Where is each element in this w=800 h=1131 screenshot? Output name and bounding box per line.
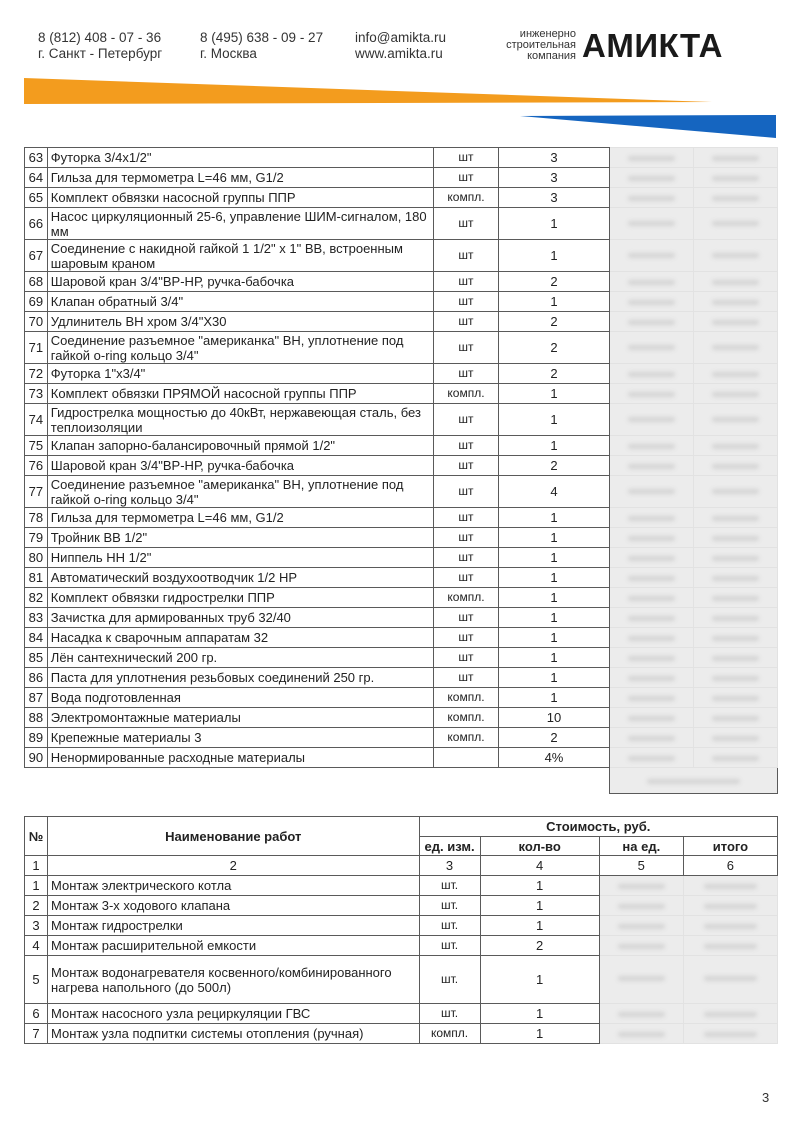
total-redacted [693, 588, 777, 608]
item-name: Зачистка для армированных труб 32/40 [47, 608, 433, 628]
item-name: Электромонтажные материалы [47, 708, 433, 728]
table-row [25, 1004, 778, 1024]
item-unit: шт [433, 508, 498, 528]
item-unit: шт [433, 332, 498, 364]
work-unit: шт. [419, 956, 480, 1004]
total-redacted [683, 876, 777, 896]
item-qty: 2 [499, 312, 610, 332]
item-unit: шт [433, 456, 498, 476]
item-qty: 1 [499, 668, 610, 688]
table-row [25, 148, 778, 168]
row-number: 76 [25, 456, 48, 476]
price-redacted [609, 436, 693, 456]
item-unit: шт [433, 404, 498, 436]
phone-spb: 8 (812) 408 - 07 - 36 [38, 30, 162, 45]
row-number: 63 [25, 148, 48, 168]
table-row [25, 568, 778, 588]
item-name: Соединение разъемное "американка" ВН, уплотнение под гайкой o-ring кольцо 3/4" [47, 332, 433, 364]
table-row [25, 648, 778, 668]
item-name: Соединение с накидной гайкой 1 1/2" х 1" ВВ, встроенным шаровым краном [47, 240, 433, 272]
total-redacted [693, 292, 777, 312]
table-row [25, 476, 778, 508]
item-qty: 2 [499, 456, 610, 476]
table-row [25, 548, 778, 568]
price-redacted [609, 404, 693, 436]
item-unit [433, 748, 498, 768]
total-redacted [683, 936, 777, 956]
city-spb: г. Санкт - Петербург [38, 46, 163, 61]
price-redacted [609, 208, 693, 240]
price-redacted [609, 312, 693, 332]
price-redacted [609, 748, 693, 768]
row-number: 86 [25, 668, 48, 688]
row-number: 82 [25, 588, 48, 608]
blue-band [520, 115, 776, 138]
total-redacted [693, 364, 777, 384]
column-numbers-row [25, 856, 778, 876]
work-qty: 1 [480, 916, 599, 936]
item-qty: 1 [499, 648, 610, 668]
total-redacted [683, 1024, 777, 1044]
table-row [25, 608, 778, 628]
total-redacted [683, 916, 777, 936]
col-number: 5 [599, 856, 683, 876]
work-name: Монтаж насосного узла рециркуляции ГВС [48, 1004, 419, 1024]
work-qty: 1 [480, 1004, 599, 1024]
work-qty: 1 [480, 896, 599, 916]
item-qty: 1 [499, 608, 610, 628]
table-row [25, 292, 778, 312]
item-name: Тройник ВВ 1/2" [47, 528, 433, 548]
item-unit: шт [433, 548, 498, 568]
row-number: 80 [25, 548, 48, 568]
item-name: Гидрострелка мощностью до 40кВт, нержавеющая сталь, без теплоизоляции [47, 404, 433, 436]
item-name: Гильза для термометра L=46 мм, G1/2 [47, 168, 433, 188]
orange-band [24, 78, 712, 104]
col-number: 6 [683, 856, 777, 876]
city-msk: г. Москва [200, 46, 257, 61]
item-qty: 2 [499, 364, 610, 384]
row-number: 64 [25, 168, 48, 188]
price-redacted [609, 608, 693, 628]
table-row [25, 748, 778, 768]
total-redacted [693, 708, 777, 728]
work-name: Монтаж 3-х ходового клапана [48, 896, 419, 916]
total-redacted [693, 728, 777, 748]
total-redacted [693, 476, 777, 508]
table-row [25, 956, 778, 1004]
table-row [25, 668, 778, 688]
total-redacted [693, 208, 777, 240]
item-name: Шаровой кран 3/4"ВР-НР, ручка-бабочка [47, 456, 433, 476]
price-redacted [609, 628, 693, 648]
item-unit: шт [433, 364, 498, 384]
total-redacted [693, 528, 777, 548]
logo-subtitle: инженерно строительная компания [506, 28, 576, 62]
price-redacted [609, 188, 693, 208]
sum-redacted [609, 768, 777, 794]
item-qty: 1 [499, 548, 610, 568]
item-name: Насос циркуляционный 25-6, управление ШИМ-сигналом, 180 мм [47, 208, 433, 240]
item-name: Футорка 1"х3/4" [47, 364, 433, 384]
price-redacted [609, 588, 693, 608]
price-redacted [609, 648, 693, 668]
sum-spacer [25, 768, 610, 794]
price-redacted [599, 1024, 683, 1044]
item-qty: 3 [499, 188, 610, 208]
row-number: 7 [25, 1024, 48, 1044]
item-unit: шт [433, 272, 498, 292]
item-qty: 1 [499, 528, 610, 548]
col-header-price: на ед. [599, 837, 683, 856]
work-unit: шт. [419, 896, 480, 916]
item-name: Клапан запорно-балансировочный прямой 1/2" [47, 436, 433, 456]
total-redacted [693, 436, 777, 456]
item-unit: шт [433, 568, 498, 588]
col-number: 2 [48, 856, 419, 876]
price-redacted [609, 668, 693, 688]
work-unit: шт. [419, 1004, 480, 1024]
price-redacted [609, 292, 693, 312]
work-qty: 2 [480, 936, 599, 956]
price-redacted [609, 688, 693, 708]
total-redacted [693, 668, 777, 688]
item-qty: 4 [499, 476, 610, 508]
row-number: 6 [25, 1004, 48, 1024]
row-number: 75 [25, 436, 48, 456]
item-qty: 2 [499, 332, 610, 364]
work-name: Монтаж водонагревателя косвенного/комбинированного нагрева напольного (до 500л) [48, 956, 419, 1004]
total-redacted [693, 608, 777, 628]
col-header-total: итого [683, 837, 777, 856]
row-number: 88 [25, 708, 48, 728]
col-header-num: № [25, 817, 48, 856]
total-redacted [693, 748, 777, 768]
item-name: Лён сантехнический 200 гр. [47, 648, 433, 668]
item-name: Шаровой кран 3/4"ВР-НР, ручка-бабочка [47, 272, 433, 292]
total-redacted [693, 384, 777, 404]
table-row [25, 916, 778, 936]
item-name: Паста для уплотнения резьбовых соединений 250 гр. [47, 668, 433, 688]
row-number: 66 [25, 208, 48, 240]
row-number: 3 [25, 916, 48, 936]
materials-table [24, 147, 778, 794]
works-table [24, 816, 778, 1044]
company-logo: АМИКТА [582, 27, 723, 64]
work-qty: 1 [480, 876, 599, 896]
row-number: 70 [25, 312, 48, 332]
table-row [25, 208, 778, 240]
item-qty: 1 [499, 508, 610, 528]
row-number: 84 [25, 628, 48, 648]
item-name: Ненормированные расходные материалы [47, 748, 433, 768]
item-unit: шт [433, 628, 498, 648]
work-unit: компл. [419, 1024, 480, 1044]
item-name: Удлинитель ВН хром 3/4"Х30 [47, 312, 433, 332]
item-unit: шт [433, 608, 498, 628]
price-redacted [609, 528, 693, 548]
total-redacted [693, 240, 777, 272]
item-name: Автоматический воздухоотводчик 1/2 НР [47, 568, 433, 588]
item-unit: компл. [433, 384, 498, 404]
item-name: Комплект обвязки насосной группы ППР [47, 188, 433, 208]
row-number: 85 [25, 648, 48, 668]
sum-row [25, 768, 778, 794]
row-number: 65 [25, 188, 48, 208]
item-name: Футорка 3/4х1/2" [47, 148, 433, 168]
table-row [25, 384, 778, 404]
total-redacted [693, 688, 777, 708]
row-number: 83 [25, 608, 48, 628]
table-row [25, 312, 778, 332]
row-number: 74 [25, 404, 48, 436]
work-unit: шт. [419, 936, 480, 956]
row-number: 4 [25, 936, 48, 956]
total-redacted [693, 508, 777, 528]
price-redacted [609, 508, 693, 528]
table-row [25, 896, 778, 916]
table-row [25, 508, 778, 528]
total-redacted [683, 1004, 777, 1024]
item-name: Соединение разъемное "американка" ВН, уплотнение под гайкой o-ring кольцо 3/4" [47, 476, 433, 508]
item-unit: шт [433, 476, 498, 508]
price-redacted [609, 548, 693, 568]
table-row [25, 240, 778, 272]
item-unit: компл. [433, 708, 498, 728]
table-row [25, 936, 778, 956]
work-name: Монтаж узла подпитки системы отопления (ручная) [48, 1024, 419, 1044]
price-redacted [609, 728, 693, 748]
table-row [25, 404, 778, 436]
item-name: Комплект обвязки гидрострелки ППР [47, 588, 433, 608]
work-name: Монтаж электрического котла [48, 876, 419, 896]
price-redacted [609, 364, 693, 384]
row-number: 73 [25, 384, 48, 404]
row-number: 2 [25, 896, 48, 916]
row-number: 90 [25, 748, 48, 768]
row-number: 71 [25, 332, 48, 364]
website-link[interactable]: www.amikta.ru [355, 46, 443, 61]
total-redacted [693, 312, 777, 332]
phone-msk: 8 (495) 638 - 09 - 27 [200, 30, 324, 45]
row-number: 78 [25, 508, 48, 528]
item-unit: компл. [433, 188, 498, 208]
total-redacted [693, 456, 777, 476]
item-qty: 3 [499, 148, 610, 168]
table-row [25, 688, 778, 708]
item-unit: компл. [433, 728, 498, 748]
total-redacted [683, 896, 777, 916]
price-redacted [599, 916, 683, 936]
row-number: 69 [25, 292, 48, 312]
total-redacted [693, 148, 777, 168]
table-row [25, 528, 778, 548]
item-name: Крепежные материалы 3 [47, 728, 433, 748]
item-unit: шт [433, 292, 498, 312]
item-name: Насадка к сварочным аппаратам 32 [47, 628, 433, 648]
total-redacted [693, 404, 777, 436]
row-number: 1 [25, 876, 48, 896]
price-redacted [599, 876, 683, 896]
table-row [25, 728, 778, 748]
item-qty: 10 [499, 708, 610, 728]
item-qty: 1 [499, 688, 610, 708]
table-row [25, 628, 778, 648]
item-qty: 1 [499, 436, 610, 456]
table-row [25, 436, 778, 456]
col-header-qty: кол-во [480, 837, 599, 856]
table-row [25, 1024, 778, 1044]
price-redacted [599, 956, 683, 1004]
total-redacted [693, 188, 777, 208]
item-unit: шт [433, 208, 498, 240]
item-name: Комплект обвязки ПРЯМОЙ насосной группы ППР [47, 384, 433, 404]
item-name: Вода подготовленная [47, 688, 433, 708]
item-qty: 3 [499, 168, 610, 188]
item-unit: шт [433, 312, 498, 332]
work-unit: шт. [419, 876, 480, 896]
work-qty: 1 [480, 956, 599, 1004]
row-number: 72 [25, 364, 48, 384]
table-row [25, 456, 778, 476]
item-qty: 4% [499, 748, 610, 768]
item-unit: шт [433, 648, 498, 668]
item-qty: 2 [499, 272, 610, 292]
total-redacted [683, 956, 777, 1004]
item-name: Ниппель НН 1/2" [47, 548, 433, 568]
table-row [25, 188, 778, 208]
price-redacted [609, 708, 693, 728]
row-number: 79 [25, 528, 48, 548]
item-name: Клапан обратный 3/4" [47, 292, 433, 312]
price-redacted [609, 168, 693, 188]
table-row [25, 272, 778, 292]
item-qty: 1 [499, 292, 610, 312]
header-decoration [0, 0, 800, 145]
item-name: Гильза для термометра L=46 мм, G1/2 [47, 508, 433, 528]
total-redacted [693, 568, 777, 588]
work-name: Монтаж расширительной емкости [48, 936, 419, 956]
row-number: 77 [25, 476, 48, 508]
email-link[interactable]: info@amikta.ru [355, 30, 446, 45]
item-qty: 1 [499, 628, 610, 648]
row-number: 5 [25, 956, 48, 1004]
total-redacted [693, 648, 777, 668]
table-row [25, 588, 778, 608]
price-redacted [609, 240, 693, 272]
item-unit: шт [433, 168, 498, 188]
row-number: 87 [25, 688, 48, 708]
item-qty: 1 [499, 404, 610, 436]
price-redacted [609, 332, 693, 364]
col-header-unit: ед. изм. [419, 837, 480, 856]
col-header-name: Наименование работ [48, 817, 419, 856]
price-redacted [609, 272, 693, 292]
item-qty: 1 [499, 568, 610, 588]
col-header-cost: Стоимость, руб. [419, 817, 778, 837]
price-redacted [609, 384, 693, 404]
item-qty: 1 [499, 240, 610, 272]
work-qty: 1 [480, 1024, 599, 1044]
price-redacted [609, 476, 693, 508]
total-redacted [693, 168, 777, 188]
col-number: 3 [419, 856, 480, 876]
item-unit: шт [433, 240, 498, 272]
item-unit: шт [433, 668, 498, 688]
table-row [25, 708, 778, 728]
table-row [25, 876, 778, 896]
price-redacted [599, 1004, 683, 1024]
price-redacted [609, 568, 693, 588]
price-redacted [609, 148, 693, 168]
table-row [25, 364, 778, 384]
row-number: 68 [25, 272, 48, 292]
item-unit: компл. [433, 688, 498, 708]
table-row [25, 332, 778, 364]
item-qty: 1 [499, 208, 610, 240]
item-unit: компл. [433, 588, 498, 608]
item-qty: 1 [499, 384, 610, 404]
table-row [25, 168, 778, 188]
price-redacted [609, 456, 693, 476]
total-redacted [693, 628, 777, 648]
row-number: 81 [25, 568, 48, 588]
total-redacted [693, 332, 777, 364]
price-redacted [599, 936, 683, 956]
item-unit: шт [433, 148, 498, 168]
total-redacted [693, 272, 777, 292]
item-qty: 2 [499, 728, 610, 748]
total-redacted [693, 548, 777, 568]
item-unit: шт [433, 528, 498, 548]
row-number: 89 [25, 728, 48, 748]
item-unit: шт [433, 436, 498, 456]
price-redacted [599, 896, 683, 916]
row-number: 67 [25, 240, 48, 272]
col-number: 4 [480, 856, 599, 876]
work-name: Монтаж гидрострелки [48, 916, 419, 936]
col-number: 1 [25, 856, 48, 876]
item-qty: 1 [499, 588, 610, 608]
page-number: 3 [762, 1090, 770, 1105]
work-unit: шт. [419, 916, 480, 936]
